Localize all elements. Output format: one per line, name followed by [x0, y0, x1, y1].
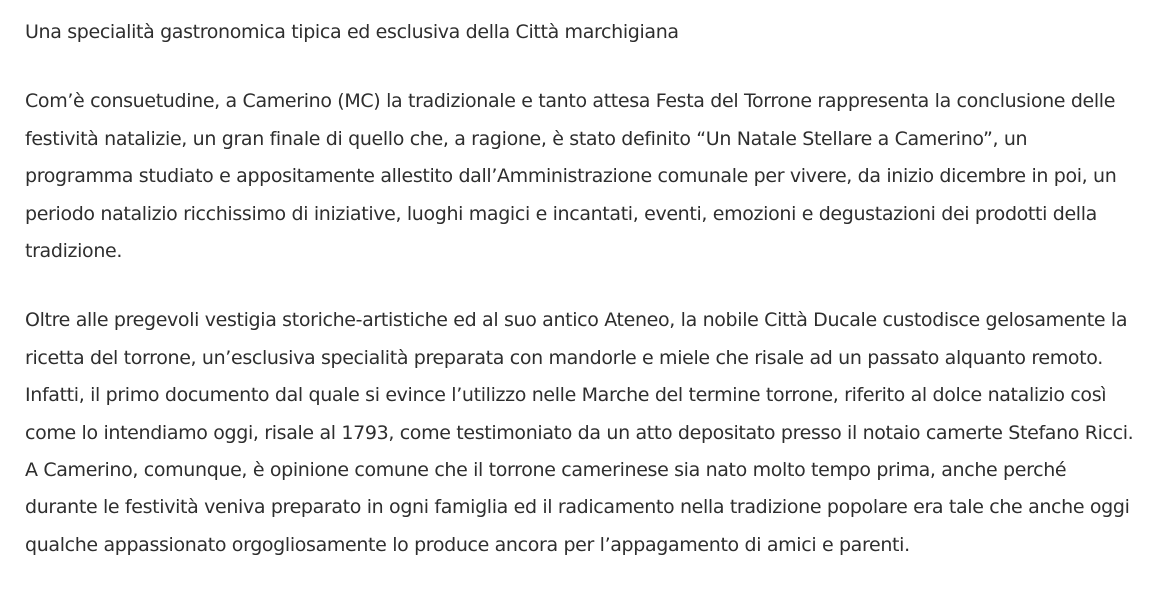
article-body [25, 14, 1135, 596]
article-subtitle: Una specialità gastronomica tipica ed esclusiva della Città marchigiana [25, 21, 679, 43]
article-paragraph-2: Oltre alle pregevoli vestigia storiche-artistiche ed al suo antico Ateneo, la nobile Città Ducale custodisce gelosamente la ricetta del torrone, un’esclusiva specialità preparata con mandorle e miele che risale ad un passato alquanto remoto. Infatti, il primo documento dal quale si evince l’utilizzo nelle Marche del termine torrone, riferito al dolce natalizio così come lo intendiamo oggi, risale al 1793, come testimoniato da un atto depositato presso il notaio camerte Stefano Ricci. A Camerino, comunque, è opinione comune che il torrone camerinese sia nato molto tempo prima, anche perché durante le festività veniva preparato in ogni famiglia ed il radicamento nella tradizione popolare era tale che anche oggi qualche appassionato orgogliosamente lo produce ancora per l’appagamento di amici e parenti. [25, 309, 1134, 556]
article-paragraph-1: Com’è consuetudine, a Camerino (MC) la tradizionale e tanto attesa Festa del Torrone rappresenta la conclusione delle festività natalizie, un gran finale di quello che, a ragione, è stato definito “Un Natale Stellare a Camerino”, un programma studiato e appositamente allestito dall’Amministrazione comunale per vivere, da inizio dicembre in poi, un periodo natalizio ricchissimo di iniziative, luoghi magici e incantati, eventi, emozioni e degustazioni dei prodotti della tradizione. [25, 90, 1117, 263]
